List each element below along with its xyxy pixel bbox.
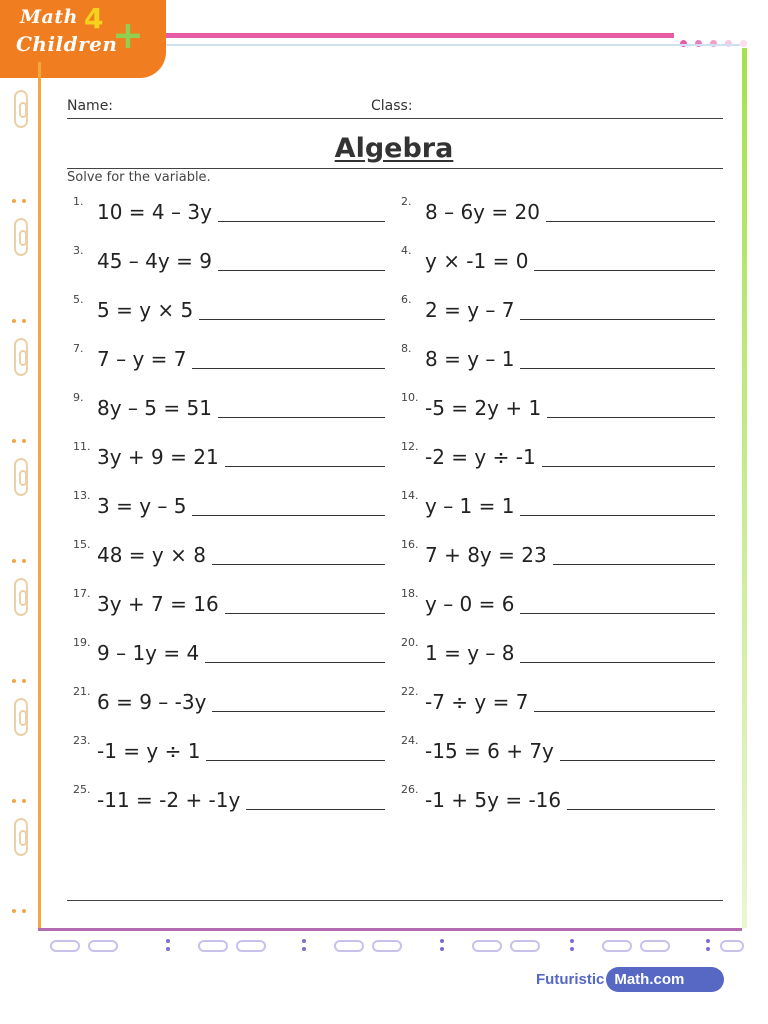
problem-equation: -2 = y ÷ -1 (425, 445, 536, 469)
answer-blank[interactable] (192, 515, 385, 516)
problem-2 (401, 197, 715, 223)
problem-equation: 8y – 5 = 51 (97, 396, 212, 420)
problem-equation: 5 = y × 5 (97, 298, 194, 322)
problem-equation: y × -1 = 0 (425, 249, 529, 273)
problem-number: 19. (73, 636, 91, 649)
problem-number: 18. (401, 587, 419, 600)
problem-21 (73, 687, 385, 713)
top-decor-bar (166, 33, 674, 38)
problem-24 (401, 736, 715, 762)
problem-number: 21. (73, 685, 91, 698)
problem-13 (73, 491, 385, 517)
problem-1 (73, 197, 385, 223)
answer-blank[interactable] (206, 760, 385, 761)
problem-9 (73, 393, 385, 419)
answer-blank[interactable] (534, 270, 715, 271)
problem-equation: 10 = 4 – 3y (97, 200, 212, 224)
problem-number: 11. (73, 440, 91, 453)
answer-blank[interactable] (246, 809, 385, 810)
problem-equation: 6 = 9 – -3y (97, 690, 207, 714)
problem-equation: -15 = 6 + 7y (425, 739, 554, 763)
problem-number: 20. (401, 636, 419, 649)
problem-10 (401, 393, 715, 419)
problem-equation: 7 + 8y = 23 (425, 543, 547, 567)
frame-right-border (742, 48, 747, 928)
answer-blank[interactable] (547, 417, 715, 418)
problem-equation: 7 – y = 7 (97, 347, 187, 371)
answer-blank[interactable] (212, 564, 385, 565)
problem-number: 15. (73, 538, 91, 551)
answer-blank[interactable] (218, 270, 385, 271)
problem-equation: 3 = y – 5 (97, 494, 187, 518)
answer-blank[interactable] (520, 613, 715, 614)
frame-left-border (38, 62, 41, 930)
answer-blank[interactable] (553, 564, 715, 565)
instructions: Solve for the variable. (67, 170, 211, 185)
problem-equation: 3y + 9 = 21 (97, 445, 219, 469)
logo-text-four: 4 (84, 2, 104, 35)
problem-number: 3. (73, 244, 84, 257)
problem-4 (401, 246, 715, 272)
problem-number: 26. (401, 783, 419, 796)
problem-6 (401, 295, 715, 321)
problem-equation: 8 = y – 1 (425, 347, 515, 371)
problem-number: 6. (401, 293, 412, 306)
left-vine-ornament (8, 90, 34, 950)
problem-16 (401, 540, 715, 566)
answer-blank[interactable] (192, 368, 385, 369)
problem-equation: 45 – 4y = 9 (97, 249, 212, 273)
problem-equation: 3y + 7 = 16 (97, 592, 219, 616)
answer-blank[interactable] (520, 515, 715, 516)
problem-number: 24. (401, 734, 419, 747)
problem-equation: 2 = y – 7 (425, 298, 515, 322)
problem-equation: y – 0 = 6 (425, 592, 515, 616)
problem-18 (401, 589, 715, 615)
problem-number: 14. (401, 489, 419, 502)
problem-11 (73, 442, 385, 468)
answer-blank[interactable] (225, 466, 385, 467)
problem-number: 10. (401, 391, 419, 404)
problem-25 (73, 785, 385, 811)
problem-equation: -5 = 2y + 1 (425, 396, 542, 420)
problem-number: 22. (401, 685, 419, 698)
answer-blank[interactable] (520, 368, 715, 369)
problem-3 (73, 246, 385, 272)
problem-equation: 8 – 6y = 20 (425, 200, 540, 224)
title-divider (67, 168, 723, 169)
problem-number: 17. (73, 587, 91, 600)
class-label: Class: (371, 98, 413, 114)
name-class-line[interactable] (67, 118, 723, 119)
problem-number: 16. (401, 538, 419, 551)
top-decor-line (166, 44, 740, 46)
problem-15 (73, 540, 385, 566)
problem-8 (401, 344, 715, 370)
problem-12 (401, 442, 715, 468)
answer-blank[interactable] (520, 319, 715, 320)
problem-number: 13. (73, 489, 91, 502)
bottom-ornament-band (40, 936, 750, 956)
problem-14 (401, 491, 715, 517)
bottom-divider (67, 900, 723, 901)
problem-number: 8. (401, 342, 412, 355)
problem-5 (73, 295, 385, 321)
logo-text-children: Children (16, 32, 118, 56)
answer-blank[interactable] (546, 221, 715, 222)
problem-number: 4. (401, 244, 412, 257)
problem-equation: -1 = y ÷ 1 (97, 739, 201, 763)
footer-brand-prefix: Futuristic (536, 970, 605, 988)
name-label: Name: (67, 98, 114, 114)
problem-number: 2. (401, 195, 412, 208)
problem-17 (73, 589, 385, 615)
problem-equation: -11 = -2 + -1y (97, 788, 241, 812)
problem-equation: y – 1 = 1 (425, 494, 515, 518)
answer-blank[interactable] (567, 809, 715, 810)
problem-number: 5. (73, 293, 84, 306)
answer-blank[interactable] (218, 221, 385, 222)
answer-blank[interactable] (225, 613, 385, 614)
frame-bottom-border (38, 928, 742, 931)
problem-7 (73, 344, 385, 370)
problem-23 (73, 736, 385, 762)
problem-26 (401, 785, 715, 811)
answer-blank[interactable] (199, 319, 385, 320)
page-title: Algebra (334, 133, 454, 164)
problem-equation: 1 = y – 8 (425, 641, 515, 665)
problem-22 (401, 687, 715, 713)
problem-19 (73, 638, 385, 664)
logo-text-math: Math (20, 6, 78, 28)
logo-plus-icon: + (112, 13, 144, 57)
problem-number: 7. (73, 342, 84, 355)
answer-blank[interactable] (212, 711, 385, 712)
problem-equation: 48 = y × 8 (97, 543, 206, 567)
footer-brand (536, 966, 724, 992)
problem-20 (401, 638, 715, 664)
answer-blank[interactable] (542, 466, 715, 467)
answer-blank[interactable] (560, 760, 715, 761)
problem-number: 23. (73, 734, 91, 747)
problem-number: 25. (73, 783, 91, 796)
problem-equation: 9 – 1y = 4 (97, 641, 200, 665)
footer-brand-suffix: Math.com (606, 967, 724, 992)
problem-number: 1. (73, 195, 84, 208)
problem-equation: -7 ÷ y = 7 (425, 690, 529, 714)
problem-equation: -1 + 5y = -16 (425, 788, 562, 812)
answer-blank[interactable] (205, 662, 385, 663)
logo (0, 0, 166, 78)
answer-blank[interactable] (218, 417, 385, 418)
problem-number: 12. (401, 440, 419, 453)
answer-blank[interactable] (520, 662, 715, 663)
answer-blank[interactable] (534, 711, 715, 712)
problem-number: 9. (73, 391, 84, 404)
